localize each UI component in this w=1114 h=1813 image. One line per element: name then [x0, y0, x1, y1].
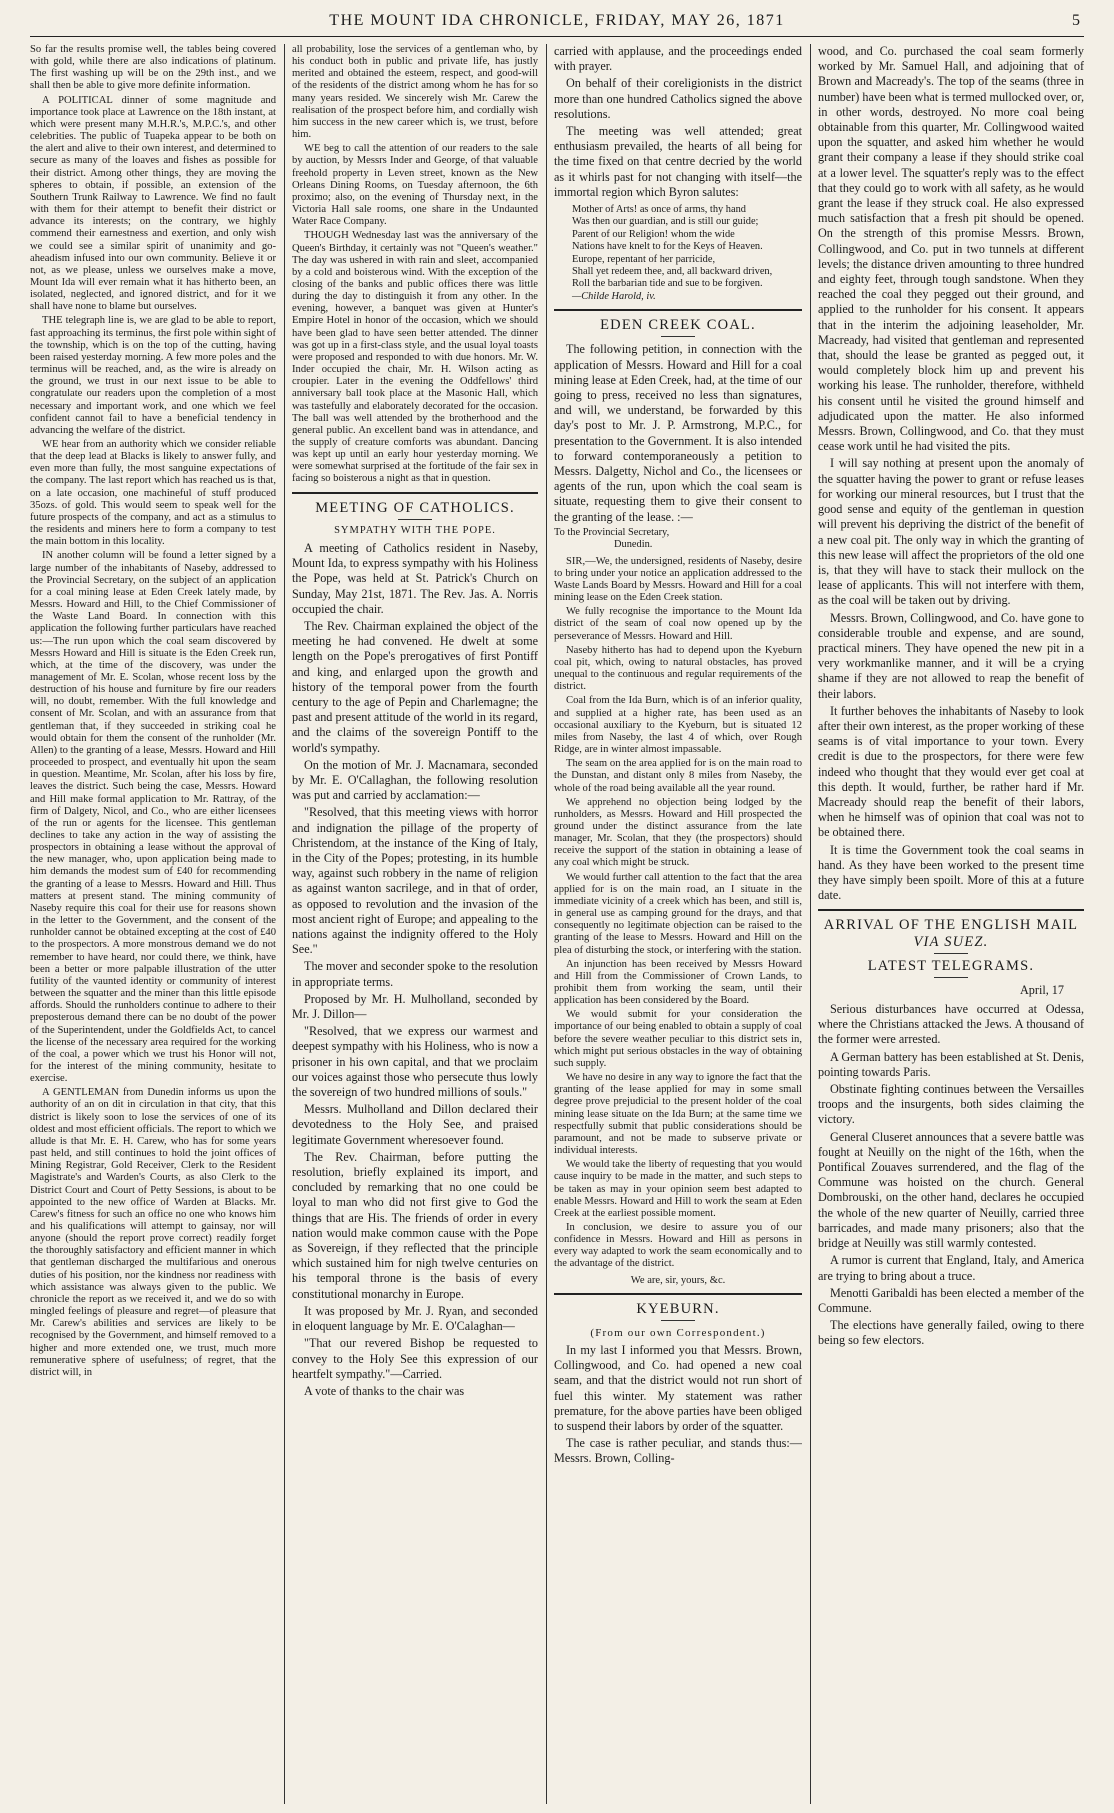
letter-paragraph: Naseby hitherto has had to depend upon the Kyeburn coal pit, which, owing to natural obstacles, has proved unequal to the continuous and regular requirements of the district.	[554, 644, 802, 693]
poem-line: Nations have knelt to for the Keys of Heaven.	[572, 241, 763, 253]
telegram-date: April, 17	[1019, 982, 1064, 997]
article-paragraph: The meeting was well attended; great enthusiasm prevailed, the hearts of all being for the time fixed on that centre decried by the world as it whirls past for not changing with itself—the immortal region which Byron salutes:	[554, 124, 802, 199]
letter-paragraph: The seam on the area applied for is on the main road to the Dunstan, and distant only 8 miles from Naseby, the whole of the road being available all the year round.	[554, 758, 802, 794]
page-number: 5	[1072, 12, 1080, 29]
kyeburn-article-continued	[818, 44, 1084, 903]
letter-paragraph: In conclusion, we desire to assure you of our confidence in Messrs. Howard and Hill as persons in every way adapted to work the seam economically and to the advantage of the district.	[554, 1221, 802, 1270]
section-subheading-via-suez: VIA SUEZ.	[913, 933, 989, 950]
correspondent-note: (From our own Correspondent.)	[590, 1326, 766, 1339]
article-paragraph: The Rev. Chairman explained the object of the meeting he had convened. He dwelt at some length on the Pope's prerogatives of first Pontiff and king, and enlarged upon the growth and history of the temporal power from the fourth century to the age of Pepin and Charlemagne; the past and present attitude of the world in its regard, and the claims of the sovereign Pontiff to the world's sympathy.	[292, 618, 538, 755]
address-line: To the Provincial Secretary,	[554, 526, 670, 538]
article-paragraph: Proposed by Mr. H. Mulholland, seconded by Mr. J. Dillon—	[292, 991, 538, 1022]
telegram-item: The elections have generally failed, owing to there being so few electors.	[818, 1318, 1084, 1348]
article-paragraph: "Resolved, that this meeting views with horror and indignation the pillage of the property of Christendom, at the instance of the King of Italy, in the City of the Popes; protesting, in its humble way, against such robbery in the name of religion as against wanton sacrilege, and in that of order, as opposed to revolution and the invasion of the most ancient right of Europe; and appealing to the nations against the indignity offered to the Holy See."	[292, 805, 538, 957]
newspaper-title: THE MOUNT IDA CHRONICLE, FRIDAY, MAY 26, 1871	[329, 12, 785, 29]
column-3	[554, 44, 802, 1804]
article-paragraph: THE telegraph line is, we are glad to be able to report, fast approaching its terminus, the first pole within sight of the township, which is on the top of the cutting, having been raised yesterday morning. A few more poles and the terminus will be reached, and, as the wire is already on the ground, we trust in our next issue to be able to congratulate our readers upon the completion of a most necessary and important work, and one which we feel confident cannot fail to have a beneficial tendency in advancing the welfare of the district.	[30, 315, 276, 436]
article-paragraph: A meeting of Catholics resident in Naseby, Mount Ida, to express sympathy with his Holiness the Pope, was held at St. Patrick's Church on Sunday, May 21st, 1871. The Rev. Jas. A. Norris occupied the chair.	[292, 540, 538, 616]
article-paragraph: wood, and Co. purchased the coal seam formerly worked by Mr. Samuel Hall, and adjoining that of Brown and Macready's. The top of the seams (three in number) have been what is termed mullocked over, or, in other words, destroyed. No more coal being obtainable from this quarter, Mr. Collingwood waited upon the squatter, and asked him whether he would grant their company a lease if they should strike coal at a lower level. The squatter's reply was to the effect that they could go to work with all safety, as he would grant the lease if they struck coal. He also expressed much satisfaction that a fresh pit should be opened. On the strength of this promise Messrs. Brown, Collingwood, and Co. put in two tunnels at different levels; the distance driven amounting to three hundred and eighty feet, through tough sandstone. When they reached the coal they pegged out their ground, and applied to the runholder for his consent. It appears that in the interim the adjoining leaseholder, Mr. Macready, had visited that gentleman and represented that, should the lease be granted as pegged out, it would completely block him up and prevent his working his lease. The runholder, therefore, withheld his consent until he visited the ground himself and adjudicated upon the matter. He also informed Messrs. Brown, Collingwood, and Co. that they must cease work until he had visited the pits.	[818, 44, 1084, 454]
section-heading-english-mail: ARRIVAL OF THE ENGLISH MAIL	[823, 917, 1079, 934]
article-paragraph: THOUGH Wednesday last was the anniversary of the Queen's Birthday, it certainly was not "Queen's weather." The day was ushered in with rain and sleet, accompanied by a cold and boisterous wind. With the exception of the closing of the banks and public offices there was little during the day to distinguish it from any other. In the evening, however, a banquet was given at Hunter's Empire Hotel in honor of the occasion, which we should have been glad to have seen better attended. The dinner was got up in a first-class style, and the usual loyal toasts were proposed and responded to with due honors. Mr. W. Inder occupied the chair, Mr. H. Wilson acting as croupier. Later in the evening the Oddfellows' third anniversary ball took place at the Masonic Hall, which was tastefully and elaborately decorated for the occasion. The ball was well attended by the brotherhood and the general public. An excellent band was in attendance, and the supply of creature comforts was abundant. Dancing was kept up until an early hour yesterday morning. We were somewhat surprised at the fortitude of the fair sex in facing so boisterous a night as that in question.	[292, 230, 538, 485]
article-paragraph: It was proposed by Mr. J. Ryan, and seconded in eloquent language by Mr. E. O'Calaghan—	[292, 1303, 538, 1334]
poem-line: Parent of our Religion! whom the wide	[572, 228, 735, 240]
eden-creek-article	[554, 342, 802, 524]
section-subheading: SYMPATHY WITH THE POPE.	[334, 524, 496, 536]
section-heading-catholics: MEETING OF CATHOLICS.	[315, 499, 515, 516]
article-paragraph: Messrs. Brown, Collingwood, and Co. have gone to considerable trouble and expense, and are sound, practical miners. They have opened the new pit in a very workmanlike manner, and it will be a crying shame if they are not allowed to reap the benefit of their labors.	[818, 610, 1084, 701]
letter-address	[554, 527, 802, 552]
telegram-item: A German battery has been established at St. Denis, pointing towards Paris.	[818, 1049, 1084, 1079]
poem-line: Mother of Arts! as once of arms, thy hand	[572, 204, 747, 216]
heading-divider	[934, 977, 968, 978]
article-paragraph: On the motion of Mr. J. Macnamara, seconded by Mr. E. O'Callaghan, the following resolution was put and carried by acclamation:—	[292, 757, 538, 803]
article-paragraph: carried with applause, and the proceedings ended with prayer.	[554, 44, 802, 74]
heading-divider	[661, 1320, 695, 1321]
article-paragraph: I will say nothing at present upon the anomaly of the squatter having the power to grant or refuse leases for working our mineral resources, but I trust that the good sense and equity of the gentleman in question will prevent his depriving the district of the benefit of a new coal pit. The only way in which the granting of this new lease will affect the proprietors of the old one is, that they will have to stack their mullock on the lease of applicants. This will not interfere with them, as the coal will be taken out by driving.	[818, 456, 1084, 608]
column-rule	[284, 44, 285, 1804]
section-rule	[292, 492, 538, 494]
article-paragraph: So far the results promise well, the tables being covered with gold, while there are also indications of platinum. The first washing up will be on the 29th inst., and we shall then be able to give more definite information.	[30, 44, 276, 92]
poem-line: Roll the barbarian tide and sue to be forgiven.	[572, 278, 763, 290]
section-heading-kyeburn: KYEBURN.	[636, 1300, 720, 1317]
article-paragraph: WE beg to call the attention of our readers to the sale by auction, by Messrs Inder and George, of that valuable freehold property in Leven street, known as the New Orleans Dining Rooms, on Tuesday afternoon, the 6th proximo; also, on the evening of Thursday next, in the Victoria Hall sale rooms, one share in the Undaunted Water Race Company.	[292, 143, 538, 228]
telegrams-article	[818, 983, 1084, 1349]
letter-paragraph: SIR,—We, the undersigned, residents of Naseby, desire to bring under your notice an application addressed to the Waste Lands Board by Messrs. Howard and Hill for a coal mining lease on the Eden Creek station.	[554, 555, 802, 604]
byron-poem	[572, 204, 802, 303]
heading-divider	[934, 953, 968, 954]
telegram-item: Menotti Garibaldi has been elected a member of the Commune.	[818, 1285, 1084, 1315]
article-paragraph: A POLITICAL dinner of some magnitude and importance took place at Lawrence on the 18th instant, at which were present many M.H.R.'s, M.P.C.'s, and other celebrities. The public of Tuapeka appear to be both on the alert and alive to their own interest, and determined to secure as many of the loaves and fishes as possible for their district. Among other things, they are moving the spheres to obtain, if possible, an extension of the Southern Trunk Railway to Lawrence. We find no fault with them for their attempt to benefit their district or advance its interests; on the contrary, we highly commend their earnestness and exertion, and only wish we could see a similar spirit of unanimity and go-aheadism infused into our own community. Believe it or not, as we please, unless we ourselves make a move, Mount Ida will ever remain what it has hitherto been, an isolated, neglected, and ignored district, and for it we shall have none to blame but ourselves.	[30, 94, 276, 313]
heading-divider	[661, 336, 695, 337]
masthead	[30, 8, 1084, 37]
article-paragraph: WE hear from an authority which we consider reliable that the deep lead at Blacks is likely to answer fully, and even more than fully, the most sanguine expectations of the company. The last report which has reached us is that, on a late occasion, one machineful of stuff produced 35ozs. of gold. This would seem to speak well for the future prospects of the company, and act as a stimulus to the residents and miners here to form a company to test the main bottom in this locality.	[30, 439, 276, 548]
heading-divider	[398, 519, 432, 520]
article-paragraph: A vote of thanks to the chair was	[304, 1383, 465, 1398]
telegram-item: Obstinate fighting continues between the Versailles troops and the insurgents, both sides claiming the victory.	[818, 1082, 1084, 1127]
letter-paragraph: We would take the liberty of requesting that you would cause inquiry to be made in the matter, and such steps to be taken as may in your opinion seem best adapted to enable Messrs. Howard and Hill to work the seam at Eden Creek at the earliest possible moment.	[554, 1159, 802, 1219]
telegram-item: A rumor is current that England, Italy, and America are trying to bring about a truce.	[818, 1253, 1084, 1283]
column-rule	[546, 44, 547, 1804]
poem-line: Europe, repentant of her parricide,	[572, 253, 716, 265]
poem-line: Shall yet redeem thee, and, all backward driven,	[572, 266, 773, 278]
article-paragraph: In my last I informed you that Messrs. Brown, Collingwood, and Co. had opened a new coal seam, and that the district would not run short of fuel this winter. My statement was rather premature, for the above parties have been obliged to suspend their labors by order of the squatter.	[554, 1343, 802, 1434]
letter-paragraph: We would submit for your consideration the importance of our being enabled to obtain a supply of coal before the severe weather peculiar to this district sets in, which might put serious obstacles in the way of obtaining such supply.	[554, 1009, 802, 1069]
article-paragraph: A GENTLEMAN from Dunedin informs us upon the authority of an on dit in circulation in that city, that this district is likely soon to lose the services of one of its oldest and most efficient officials. The report to which we allude is that Mr. E. H. Carew, who has for some years past held, and still continues to hold the joint offices of Mining Registrar, Gold Receiver, Clerk to the Resident Magistrate's and Warden's Courts, as also Clerk to the District Court and Court of Petty Sessions, is about to be appointed to the new office of Warden at Blacks. Mr. Carew's fitness for such an office no one who knows him and his qualifications will attempt to gainsay, nor will anyone (should the report prove correct) readily forget the thoroughly satisfactory and efficient manner in which that gentleman discharged the multifarious and onerous duties of his position, nor the kindness nor readiness with which assistance was always given to the public. We chronicle the report as we received it, and we do so with mingled feelings of pleasure and regret—of pleasure that Mr. Carew's abilities and services are likely to be recognised by the Government, and himself removed to a higher and more extended one, we trust, much more remunerative sphere of usefulness; of regret, that the district will, in	[30, 1087, 276, 1378]
section-heading-telegrams: LATEST TELEGRAMS.	[867, 957, 1035, 974]
letter-signoff: We are, sir, yours, &c.	[630, 1274, 726, 1286]
letter-paragraph: We fully recognise the importance to the Mount Ida district of the seam of coal now opened up by the perseverance of Messrs. Howard and Hill.	[554, 606, 802, 642]
letter-paragraph: An injunction has been received by Messrs Howard and Hill from the Commissioner of Crown Lands, to prohibit them from working the seam, until their application has been considered by the Board.	[554, 958, 802, 1007]
article-paragraph: all probability, lose the services of a gentleman who, by his conduct both in public and private life, has justly merited and obtained the esteem, respect, and good-will of the residents of the district among whom he has for so many years resided. We sincerely wish Mr. Carew the realisation of the prospect before him, and cordially wish him success in the new career which is, we trust, before him.	[292, 44, 538, 141]
column-1	[30, 44, 276, 1804]
catholics-article	[292, 541, 538, 1399]
letter-paragraph: We would further call attention to the fact that the area applied for is on the main road, an I situate in the immediate vicinity of a creek which has been, and still is, in general use as camping ground for the drays, and that consequently no legitimate objection can be raised to the granting of the lease to Messrs. Howard and Hill on the plea of disturbing the stock, or interfering with the station.	[554, 871, 802, 956]
catholics-article-continued	[554, 44, 802, 200]
column-rule	[810, 44, 811, 1804]
letter-paragraph: We have no desire in any way to ignore the fact that the granting of the lease applied for may in some small degree prove prejudicial to the present holder of the coal mining lease situate on the Ida Burn; at the same time we respectfully submit that public considerations should be paramount, and not be made to subserve private or individual interests.	[554, 1072, 802, 1157]
article-paragraph: The mover and seconder spoke to the resolution in appropriate terms.	[292, 959, 538, 989]
kyeburn-article	[554, 1343, 802, 1467]
article-paragraph: It is time the Government took the coal seams in hand. As they have been worked to the present time they have simply been spoilt. More of this at a future date.	[818, 842, 1084, 903]
letter-paragraph: Coal from the Ida Burn, which is of an inferior quality, and supplied at a higher rate, has been used as an occasional auxiliary to the Kyeburn, but is situated 12 miles from Naseby, the last 4 of which, over Rough Ridge, are in winter almost impassable.	[554, 695, 802, 756]
article-paragraph: On behalf of their coreligionists in the district more than one hundred Catholics signed the above resolutions.	[554, 76, 802, 121]
telegram-item: General Cluseret announces that a severe battle was fought at Neuilly on the night of the 16th, when the Pontifical Zouaves surrendered, and the flag of the Commune was hoisted on the church. General Dombrouski, on the other hand, declares he occupied the whole of the new quarter of Neuilly, carried three barricades, and made many prisoners; also that the bridge at Neuilly was still warmly contested.	[818, 1129, 1084, 1251]
column-2	[292, 44, 538, 1804]
section-rule	[554, 1293, 802, 1295]
article-paragraph: The case is rather peculiar, and stands thus:—Messrs. Brown, Colling-	[554, 1436, 802, 1466]
article-paragraph: It further behoves the inhabitants of Naseby to look after their own interest, as the proper working of these seams is of vital importance to your town. Every credit is due to the prospectors, for there were few indeed who thought that they would ever get coal at this depth. It would, further, be rather hard if Mr. Macready should reap the benefit of their labors, when he himself was of opinion that coal was not to be obtained there.	[818, 703, 1084, 840]
section-heading-eden-creek: EDEN CREEK COAL.	[600, 317, 756, 334]
section-rule	[818, 909, 1084, 911]
poem-line: Was then our guardian, and is still our guide;	[572, 216, 759, 228]
article-paragraph: "That our revered Bishop be requested to convey to the Holy See this expression of our heartfelt sympathy."—Carried.	[292, 1336, 538, 1381]
article-paragraph: The following petition, in connection with the application of Messrs. Howard and Hill for a coal mining lease at Eden Creek, had, at the time of our going to press, received no less than signatures, and will, we understand, be forwarded by this day's post to Mr. J. P. Armstrong, M.P.C., for presentation to the Government. It is also intended to forward contemporaneously a petition to Messrs. Dalgetty, Nichol and Co., the licensees or agents of the run, upon which the coal seam is situate, requesting them to give their consent to the granting of the lease. :—	[554, 342, 802, 524]
section-rule	[554, 309, 802, 311]
column-4	[818, 44, 1084, 1804]
article-paragraph: IN another column will be found a letter signed by a large number of the inhabitants of Naseby, addressed to the Provincial Secretary, on the subject of an application for a coal mining lease at Eden Creek lately made, by Messrs. Howard and Hill, to the Chief Commissioner of the Waste Land Board. In connection with this application the following further particulars have reached us:—The run upon which the coal seam discovered by Messrs Howard and Hill is situate is the Eden Creek run, which, at the time of the discovery, was under the management of Mr. E. Scolan, whose recent loss by the destruction of his house and furniture by fire our readers will, no doubt, remember. With the full knowledge and consent of Mr. Scolan, and with an assurance from that gentleman that, if they succeeded in striking coal he would obtain for them the consent of the runholder (Mr. Allen) to the granting of a lease, Messrs. Howard and Hill proceeded to prospect, and eventually hit upon the seam in question. Meantime, Mr. Scolan, after his loss by fire, leaves the district. Such being the case, Messrs. Howard and Hill make formal application to Mr. Rattray, of the firm of Dalgety, Nicol, and Co., who are either licensees of the run or agents for the licensee. This gentleman declines to take any action in the way of assisting the prospectors in obtaining a lease without the approval of the new manager, who, upon application being made to him demands the modest sum of £40 for recommending the granting of a lease to Messrs. Howard and Hill. Thus matters at present stand. The mining community of Naseby require this coal for their use for reasons shown in the letter to the Government, and the consent of the runholder cannot be obtained excepting at the cost of £40 to the prospectors. A more monstrous demand we do not remember to have heard, nor could there, we think, have been a better or more palpable illustration of the utter futility of the vaunted identity or community of interest between the squatter and the miner than this little episode affords. Should the runholders continue to adhere to their preposterous demand there can be no doubt of the power of the Superintendent, under the Goldfields Act, to cancel the license of the necessary area required for the working of the coal, a power which we trust his Honor will not, for the interest of the mining community, hesitate to exercise.	[30, 550, 276, 1085]
address-line: Dunedin.	[614, 539, 653, 551]
telegram-item: Serious disturbances have occurred at Odessa, where the Christians attacked the Jews. A thousand of the former were arrested.	[818, 1002, 1084, 1047]
poem-attribution: —Childe Harold, iv.	[572, 290, 656, 302]
article-paragraph: The Rev. Chairman, before putting the resolution, briefly explained its import, and concluded by remarking that no one could be loyal to man who did not first give to God the things that are His. The friends of order in every nation would make common cause with the Pope as Sovereign, if they reflected that the principle which sustained him for nigh twelve centuries on his temporal throne is the basis of every constitutional monarchy in Europe.	[292, 1149, 538, 1301]
article-paragraph: "Resolved, that we express our warmest and deepest sympathy with his Holiness, who is now a prisoner in his own capital, and that we proclaim our voices against those who persecute thus lowly the sovereign of two hundred millions of souls."	[292, 1024, 538, 1100]
letter-paragraph: We apprehend no objection being lodged by the runholders, as Messrs. Howard and Hill prospected the ground under the distinct assurance from the late manager, Mr. Scolan, that they (the prospectors) should receive the support of the station in obtaining a lease of any coal which might be struck.	[554, 796, 802, 869]
article-paragraph: Messrs. Mulholland and Dillon declared their devotedness to the Holy See, and praised legitimate Government wheresoever found.	[292, 1102, 538, 1147]
